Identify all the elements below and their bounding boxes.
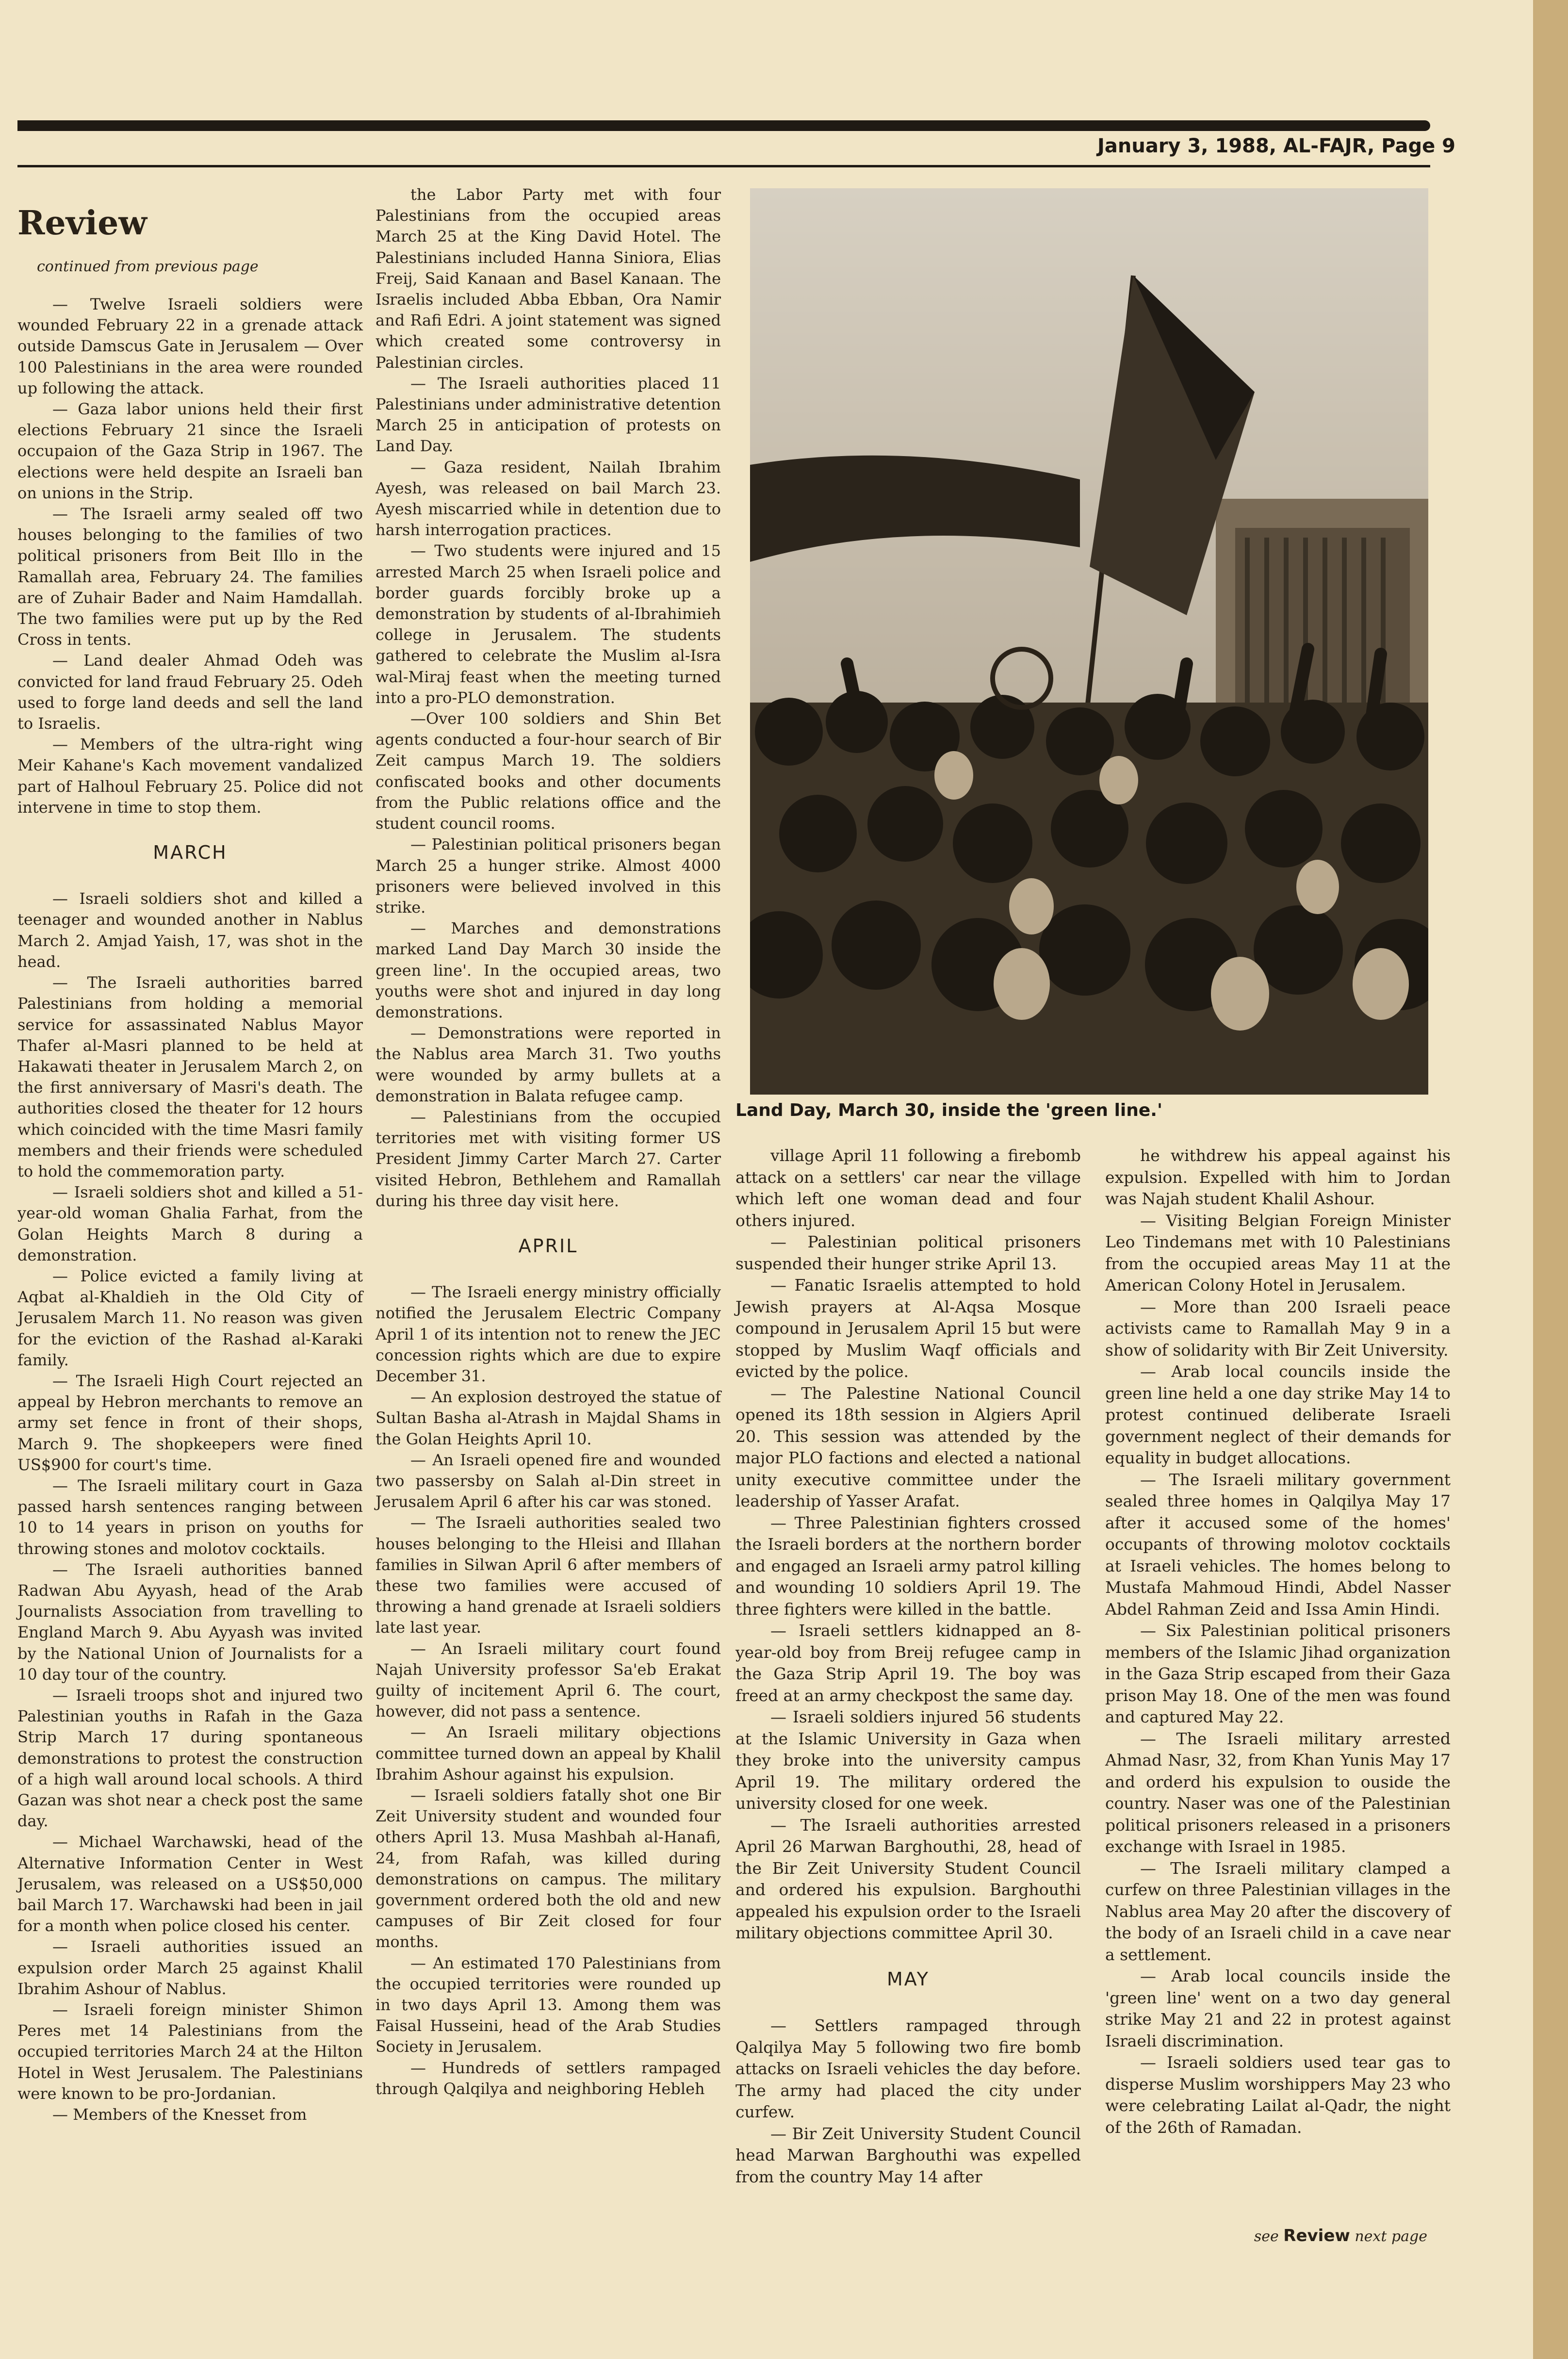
see-prefix: see xyxy=(1254,2228,1279,2245)
see-review: Review xyxy=(1283,2226,1350,2245)
article-paragraph: — The Israeli authorities sealed two houses belonging to the Hleisi and Illahan families in Silwan April 6 after members of these two families were accused of throwing a hand grenade at Israeli soldiers late last year. xyxy=(376,1513,721,1637)
article-paragraph: the Labor Party met with four Palestinians from the occupied areas March 25 at the King David Hotel. The Palestinians included Hanna Siniora, Elias Freij, Said Kanaan and Basel Kanaan. The Israelis included Abba Ebban, Ora Namir and Rafi Edri. A joint statement was signed which created some controversy in Palestinian circles. xyxy=(376,185,721,372)
article-paragraph: — Israeli troops shot and injured two Palestinian youths in Rafah in the Gaza Strip March 17 during spontaneous demonstrations to protest the construction of a high wall around local schools. A third Gazan was shot near a check post the same day. xyxy=(17,1686,363,1831)
article-paragraph: — Fanatic Israelis attempted to hold Jewish prayers at Al-Aqsa Mosque compound in Jerusalem April 15 but were stopped by Muslim Waqf officials and evicted by the police. xyxy=(735,1276,1081,1381)
article-paragraph: — Bir Zeit University Student Council head Marwan Barghouthi was expelled from the country May 14 after xyxy=(735,2124,1081,2186)
article-paragraph: — The Israeli military arrested Ahmad Nasr, 32, from Khan Yunis May 17 and orderd his expulsion to ouside the country. Naser was one of the Palestinian political prisoners released in a prisoners exchange with Israel in 1985. xyxy=(1105,1729,1451,1856)
column-2 xyxy=(376,184,721,2099)
column-3 xyxy=(735,1145,1081,2188)
article-paragraph: — Members of the ultra-right wing Meir Kahane's Kach movement vandalized part of Halhoul February 25. Police did not intervene in time to stop them. xyxy=(17,735,363,817)
article-paragraph: — Israeli soldiers used tear gas to disperse Muslim worshippers May 23 who were celebrating Lailat al-Qadr, the night of the 26th of Ramadan. xyxy=(1105,2053,1451,2137)
land-day-photo xyxy=(750,188,1428,1095)
article-paragraph: — Land dealer Ahmad Odeh was convicted for land fraud February 25. Odeh used to forge land deeds and sell the land to Israelis. xyxy=(17,651,363,733)
article-paragraph: — Israeli authorities issued an expulsion order March 25 against Khalil Ibrahim Ashour of Nablus. xyxy=(17,1937,363,1998)
article-paragraph: — Marches and demonstrations marked Land Day March 30 inside the green line'. In the occupied areas, two youths were shot and injured in day long demonstrations. xyxy=(376,919,721,1021)
article-paragraph: — Police evicted a family living at Aqbat al-Khaldieh in the Old City of Jerusalem March 11. No reason was given for the eviction of the Rashad al-Karaki family. xyxy=(17,1266,363,1369)
crowd-with-flags-photo xyxy=(750,188,1428,1095)
header-underline xyxy=(17,165,1430,167)
page-folio: January 3, 1988, AL-FAJR, Page 9 xyxy=(1097,135,1455,157)
header-rule xyxy=(17,120,1430,131)
section-heading-march: MARCH xyxy=(153,842,228,864)
article-paragraph: village April 11 following a firebomb attack on a settlers' car near the village which left one woman dead and four others injured. xyxy=(735,1146,1081,1230)
article-paragraph: — The Israeli military government sealed three homes in Qalqilya May 17 after it accused some of the homes' occupants of throwing molotov cocktails at Israeli vehicles. The homes belong to Mustafa Mahmoud Hindi, Abdel Nasser Abdel Rahman Zeid and Issa Amin Hindi. xyxy=(1105,1470,1451,1619)
article-paragraph: — Arab local councils inside the green line held a one day strike May 14 to protest continued deliberate Israeli government neglect of their demands for equality in budget allocations. xyxy=(1105,1362,1451,1467)
article-paragraph: —Over 100 soldiers and Shin Bet agents conducted a four-hour search of Bir Zeit campus March 19. The soldiers confiscated books and other documents from the Public relations office and the student council rooms. xyxy=(376,709,721,833)
article-paragraph: — The Israeli authorities banned Radwan Abu Ayyash, head of the Arab Journalists Association from travelling to England March 9. Abu Ayyash was invited by the National Union of Journalists for a 10 day tour of the country. xyxy=(17,1560,363,1684)
article-paragraph: — The Israeli High Court rejected an appeal by Hebron merchants to remove an army set fence in front of their shops, March 9. The shopkeepers were fined US$900 for court's time. xyxy=(17,1371,363,1474)
article-paragraph: — Israeli soldiers shot and killed a 51-year-old woman Ghalia Farhat, from the Golan Heights March 8 during a demonstration. xyxy=(17,1183,363,1264)
article-paragraph: — Israeli settlers kidnapped an 8-year-old boy from Breij refugee camp in the Gaza Strip April 19. The boy was freed at an army checkpost the same day. xyxy=(735,1621,1081,1705)
article-paragraph: — Settlers rampaged through Qalqilya May 5 following two fire bomb attacks on Israeli vehicles the day before. The army had placed the city under curfew. xyxy=(735,2016,1081,2121)
article-paragraph: — An Israeli military court found Najah University professor Sa'eb Erakat guilty of incitement April 6. The court, however, did not pass a sentence. xyxy=(376,1639,721,1721)
article-paragraph: — The Israeli energy ministry officially notified the Jerusalem Electric Company April 1 of its intention not to renew the JEC concession rights which are due to expire December 31. xyxy=(376,1283,721,1385)
article-paragraph: — The Israeli military court in Gaza passed harsh sentences ranging between 10 to 14 years in prison on youths for throwing stones and molotov cocktails. xyxy=(17,1476,363,1558)
article-paragraph: — Visiting Belgian Foreign Minister Leo Tindemans met with 10 Palestinians from the occupied areas May 11 at the American Colony Hotel in Jerusalem. xyxy=(1105,1211,1451,1294)
article-paragraph: — Gaza resident, Nailah Ibrahim Ayesh, was released on bail March 23. Ayesh miscarried while in detention due to harsh interrogation practices. xyxy=(376,458,721,540)
article-paragraph: — Two students were injured and 15 arrested March 25 when Israeli police and border guards forcibly broke up a demonstration by students of al-Ibrahimieh college in Jerusalem. The students gathered to celebrate the Muslim al-Isra wal-Miraj feast when the meeting turned into a pro-PLO demonstration. xyxy=(376,541,721,707)
continued-next-page xyxy=(1254,2226,1427,2245)
article-paragraph: — Twelve Israeli soldiers were wounded February 22 in a grenade attack outside Damscus Gate in Jerusalem — Over 100 Palestinians in the area were rounded up following the attack. xyxy=(17,295,363,397)
article-paragraph: — Michael Warchawski, head of the Alternative Information Center in West Jerusalem, was released on a US$50,000 bail March 17. Warchawski had been in jail for a month when police closed his center. xyxy=(17,1833,363,1935)
article-paragraph: — The Israeli military clamped a curfew on three Palestinian villages in the Nablus area May 20 after the discovery of the body of an Israeli child in a cave near a settlement. xyxy=(1105,1858,1451,1964)
column-4 xyxy=(1105,1145,1451,2138)
article-paragraph: — Six Palestinian political prisoners members of the Islamic Jihad organization in the Gaza Strip escaped from their Gaza prison May 18. One of the men was found and captured May 22. xyxy=(1105,1621,1451,1726)
article-paragraph: — An explosion destroyed the statue of Sultan Basha al-Atrash in Majdal Shams in the Golan Heights April 10. xyxy=(376,1388,721,1448)
article-paragraph: — Palestinian political prisoners suspended their hunger strike April 13. xyxy=(735,1232,1081,1273)
article-paragraph: — The Palestine National Council opened its 18th session in Algiers April 20. This session was attended by the major PLO factions and elected a national unity executive committee under the leadership of Yasser Arafat. xyxy=(735,1383,1081,1510)
article-paragraph: — Arab local councils inside the 'green line' went on a two day general strike May 21 and 22 in protest against Israeli discrimination. xyxy=(1105,1966,1451,2050)
column-1 xyxy=(17,184,363,2125)
see-suffix: next page xyxy=(1355,2228,1427,2245)
article-paragraph: — Members of the Knesset from xyxy=(52,2105,307,2124)
article-paragraph: — An Israeli opened fire and wounded two passersby on Salah al-Din street in Jerusalem April 6 after his car was stoned. xyxy=(376,1450,721,1511)
article-paragraph: — The Israeli authorities arrested April 26 Marwan Barghouthi, 28, head of the Bir Zeit University Student Council and ordered his expulsion. Barghouthi appealed his expulsion order to the Israeli military objections committee April 30. xyxy=(735,1815,1081,1942)
article-paragraph: — The Israeli authorities barred Palestinians from holding a memorial service for assassinated Nablus Mayor Thafer al-Masri planned to be held at Hakawati theater in Jerusalem March 2, on the first anniversary of Masri's death. The authorities closed the theater for 12 hours which coincided with the time Masri family members and their friends were scheduled to hold the commemoration party. xyxy=(17,973,363,1180)
article-paragraph: — Palestinians from the occupied territories met with visiting former US President Jimmy Carter March 27. Carter visited Hebron, Bethlehem and Ramallah during his three day visit here. xyxy=(376,1107,721,1210)
section-heading-may: MAY xyxy=(886,1968,930,1990)
article-paragraph: — The Israeli army sealed off two houses belonging to the families of two political prisoners from Beit Illo in the Ramallah area, February 24. The families are of Zuhair Bader and Naim Hamdallah. The two families were put up by the Red Cross in tents. xyxy=(17,505,363,649)
article-paragraph: — An estimated 170 Palestinians from the occupied territories were rounded up in two days April 13. Among them was Faisal Husseini, head of the Arab Studies Society in Jerusalem. xyxy=(376,1953,721,2056)
article-paragraph: — Gaza labor unions held their first elections February 21 since the Israeli occupaion of the Gaza Strip in 1967. The elections were held despite an Israeli ban on unions in the Strip. xyxy=(17,400,363,502)
article-paragraph: — An Israeli military objections committee turned down an appeal by Khalil Ibrahim Ashour against his expulsion. xyxy=(376,1723,721,1784)
article-paragraph: — Israeli soldiers shot and killed a teenager and wounded another in Nablus March 2. Amjad Yaish, 17, was shot in the head. xyxy=(17,889,363,971)
page-edge xyxy=(1533,0,1568,2359)
section-heading-april: APRIL xyxy=(518,1235,578,1257)
article-paragraph: — More than 200 Israeli peace activists came to Ramallah May 9 in a show of solidarity with Bir Zeit University. xyxy=(1105,1297,1451,1360)
article-paragraph: — Demonstrations were reported in the Nablus area March 31. Two youths were wounded by army bullets at a demonstration in Balata refugee camp. xyxy=(376,1024,721,1105)
article-paragraph: — Israeli soldiers injured 56 students at the Islamic University in Gaza when they broke into the university campus April 19. The military ordered the university closed for one week. xyxy=(735,1707,1081,1813)
article-paragraph: — Israeli soldiers fatally shot one Bir Zeit University student and wounded four others April 13. Musa Mashbah al-Hanafi, 24, from Rafah, was killed during demonstrations on campus. The military government ordered both the old and new campuses of Bir Zeit closed for four months. xyxy=(376,1786,721,1951)
article-title: Review xyxy=(17,204,147,243)
photo-caption: Land Day, March 30, inside the 'green line.' xyxy=(735,1100,1162,1120)
article-paragraph: — Three Palestinian fighters crossed the Israeli borders at the northern border and engaged an Israeli army patrol killing and wounding 10 soldiers April 19. The three fighters were killed in the battle. xyxy=(735,1513,1081,1619)
article-paragraph: — Hundreds of settlers rampaged through Qalqilya and neighboring Hebleh xyxy=(376,2058,721,2098)
article-paragraph: — The Israeli authorities placed 11 Palestinians under administrative detention March 25 in anticipation of protests on Land Day. xyxy=(376,374,721,456)
article-paragraph: — Israeli foreign minister Shimon Peres met 14 Palestinians from the occupied territories March 24 at the Hilton Hotel in West Jerusalem. The Palestinians were known to be pro-Jordanian. xyxy=(17,2000,363,2103)
article-paragraph: — Palestinian political prisoners began March 25 a hunger strike. Almost 4000 prisoners were believed involved in this strike. xyxy=(376,835,721,917)
article-paragraph: he withdrew his appeal against his expulsion. Expelled with him to Jordan was Najah student Khalil Ashour. xyxy=(1105,1146,1451,1208)
continued-note: continued from previous page xyxy=(37,258,259,275)
